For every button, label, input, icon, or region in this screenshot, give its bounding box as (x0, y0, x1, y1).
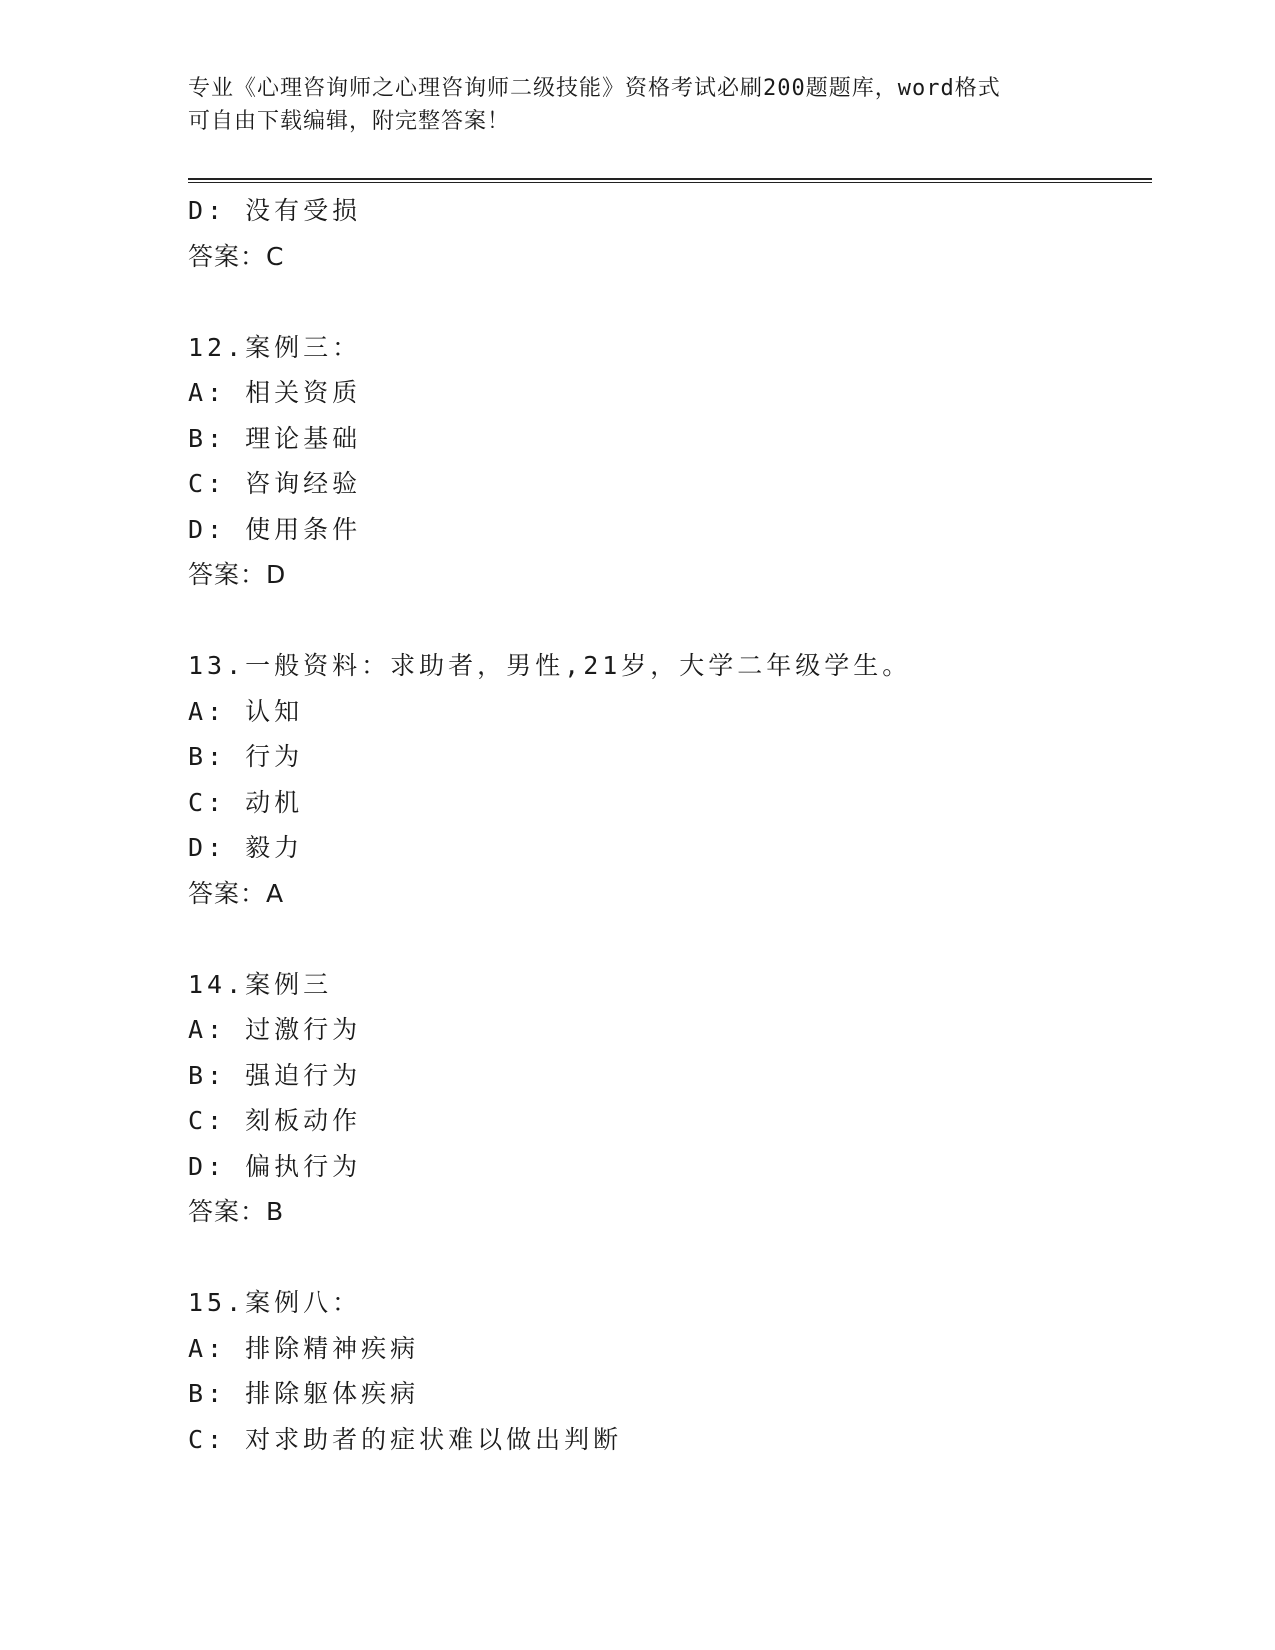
answer: 答案：D (188, 560, 287, 589)
option-c: C: 对求助者的症状难以做出判断 (188, 1424, 623, 1454)
option-a: A: 过激行为 (188, 1015, 362, 1044)
option-a: A: 认知 (188, 696, 304, 726)
option-c: C: 咨询经验 (188, 469, 362, 498)
option-d: D: 没有受损 (188, 196, 362, 225)
option-a: A: 相关资质 (188, 378, 362, 407)
option-d: D: 毅力 (188, 833, 304, 862)
option-c: C: 动机 (188, 787, 304, 817)
question-list (188, 188, 1148, 1462)
answer: 答案：C (188, 241, 285, 271)
question-12 (188, 325, 1148, 598)
option-b: B: 强迫行为 (188, 1060, 362, 1090)
option-b: B: 理论基础 (188, 423, 362, 453)
question-title: 14.案例三 (188, 969, 333, 999)
question-14 (188, 962, 1148, 1235)
header-divider (188, 178, 1152, 183)
option-d: D: 偏执行为 (188, 1151, 362, 1181)
option-b: B: 排除躯体疾病 (188, 1379, 420, 1408)
question-title: 15.案例八： (188, 1288, 362, 1317)
header-line-2: 可自由下载编辑，附完整答案！ (188, 109, 511, 134)
option-c: C: 刻板动作 (188, 1106, 362, 1135)
document-header (188, 72, 1088, 138)
option-a: A: 排除精神疾病 (188, 1333, 420, 1363)
question-15 (188, 1280, 1148, 1462)
question-title: 13.一般资料：求助者，男性,21岁，大学二年级学生。 (188, 651, 912, 680)
question-13 (188, 643, 1148, 916)
question-title: 12.案例三： (188, 332, 362, 362)
header-line-1: 专业《心理咨询师之心理咨询师二级技能》资格考试必刷200题题库，word格式 (188, 76, 1001, 101)
option-d: D: 使用条件 (188, 514, 362, 544)
answer: 答案：B (188, 1197, 285, 1226)
answer: 答案：A (188, 878, 285, 908)
option-b: B: 行为 (188, 742, 304, 771)
